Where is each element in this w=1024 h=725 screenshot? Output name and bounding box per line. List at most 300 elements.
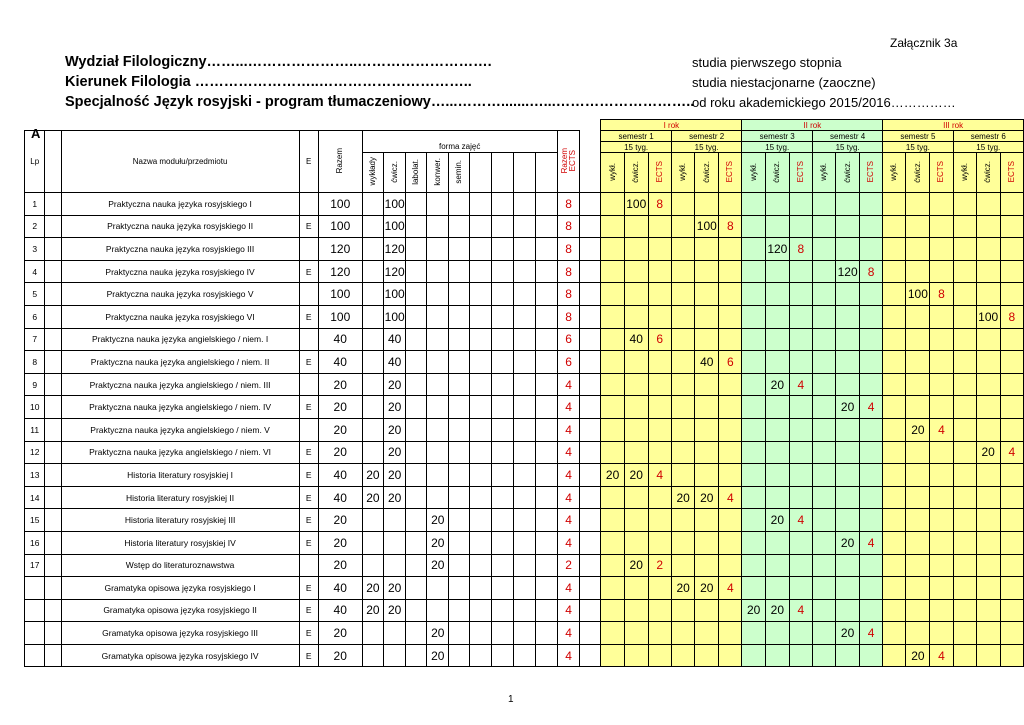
- row-semester-5-cwicz: [906, 396, 930, 419]
- row-semester-5-wykl: [883, 464, 906, 487]
- row-form-hours: [427, 577, 449, 600]
- row-ects-total: 4: [557, 599, 580, 622]
- academic-year: od roku akademickiego 2015/2016……………: [692, 95, 956, 110]
- row-semester-5-ects: [930, 509, 953, 532]
- row-semester-4-ects: 8: [860, 260, 883, 283]
- semester-1-col-wykl: wykł.: [601, 153, 624, 193]
- semester-1-header: semestr 1: [601, 131, 672, 142]
- row-semester-5-cwicz: [906, 193, 930, 216]
- row-empty-cell: [580, 486, 601, 509]
- row-semester-4-wykl: [812, 531, 835, 554]
- row-spacer: [45, 418, 61, 441]
- row-lp: 7: [25, 328, 45, 351]
- row-exam: E: [299, 464, 318, 487]
- semester-3-col-cwicz: ćwicz.: [765, 153, 789, 193]
- row-form-hours: [362, 260, 384, 283]
- row-semester-2-ects: [719, 396, 742, 419]
- row-ects-total: 4: [557, 577, 580, 600]
- row-empty-cell: [492, 622, 514, 645]
- row-course-name: Praktyczna nauka języka rosyjskiego V: [61, 283, 299, 306]
- row-semester-4-ects: [860, 373, 883, 396]
- row-total-hours: 40: [318, 351, 362, 374]
- row-form-hours: [384, 531, 406, 554]
- row-semester-5-cwicz: [906, 486, 930, 509]
- row-empty-cell: [492, 441, 514, 464]
- row-form-hours: 20: [384, 464, 406, 487]
- row-form-hours: [427, 238, 449, 261]
- row-semester-3-ects: 8: [789, 238, 812, 261]
- row-semester-1-wykl: [601, 396, 624, 419]
- row-exam: E: [299, 305, 318, 328]
- row-form-hours: [449, 351, 470, 374]
- row-total-hours: 20: [318, 441, 362, 464]
- row-lp: 13: [25, 464, 45, 487]
- row-form-hours: [406, 260, 427, 283]
- row-ects-total: 8: [557, 260, 580, 283]
- row-lp: [25, 622, 45, 645]
- row-ects-total: 8: [557, 305, 580, 328]
- row-semester-3-cwicz: [765, 418, 789, 441]
- row-semester-6-cwicz: [976, 599, 1000, 622]
- row-semester-6-wykl: [953, 328, 976, 351]
- row-semester-3-wykl: [742, 260, 765, 283]
- semester-5-header: semestr 5: [883, 131, 953, 142]
- row-empty-cell: [535, 599, 557, 622]
- row-semester-5-wykl: [883, 486, 906, 509]
- row-form-hours: [427, 464, 449, 487]
- row-semester-1-ects: [648, 577, 671, 600]
- row-semester-6-cwicz: [976, 396, 1000, 419]
- row-semester-1-wykl: [601, 373, 624, 396]
- row-semester-2-ects: [719, 622, 742, 645]
- row-semester-6-cwicz: [976, 351, 1000, 374]
- row-semester-5-cwicz: [906, 441, 930, 464]
- row-empty-cell: [535, 373, 557, 396]
- row-semester-1-ects: 6: [648, 328, 671, 351]
- row-empty-cell: [492, 599, 514, 622]
- row-semester-1-wykl: [601, 351, 624, 374]
- row-exam: E: [299, 396, 318, 419]
- row-semester-5-wykl: [883, 238, 906, 261]
- row-exam: [299, 238, 318, 261]
- row-empty-cell: [470, 373, 492, 396]
- row-semester-2-wykl: [671, 441, 694, 464]
- row-semester-4-wykl: [812, 418, 835, 441]
- row-course-name: Praktyczna nauka języka rosyjskiego I: [61, 193, 299, 216]
- row-semester-5-ects: 8: [930, 283, 953, 306]
- row-lp: 8: [25, 351, 45, 374]
- row-lp: 2: [25, 215, 45, 238]
- row-empty-cell: [470, 283, 492, 306]
- row-semester-5-ects: [930, 531, 953, 554]
- row-empty-cell: [535, 328, 557, 351]
- row-semester-3-ects: 4: [789, 373, 812, 396]
- row-empty-cell: [492, 215, 514, 238]
- row-form-hours: 20: [427, 509, 449, 532]
- row-semester-3-cwicz: [765, 351, 789, 374]
- row-empty-cell: [492, 531, 514, 554]
- row-empty-cell: [514, 260, 536, 283]
- row-total-hours: 100: [318, 193, 362, 216]
- form-cwicz-header: ćwicz.: [384, 153, 406, 193]
- row-form-hours: [427, 351, 449, 374]
- row-semester-2-cwicz: [695, 622, 719, 645]
- row-semester-2-cwicz: [695, 599, 719, 622]
- row-empty-cell: [535, 554, 557, 577]
- row-lp: 17: [25, 554, 45, 577]
- row-empty-cell: [535, 238, 557, 261]
- row-lp: 14: [25, 486, 45, 509]
- row-semester-1-wykl: [601, 577, 624, 600]
- row-semester-3-wykl: [742, 577, 765, 600]
- row-exam: E: [299, 441, 318, 464]
- row-semester-5-wykl: [883, 509, 906, 532]
- row-empty-cell: [514, 441, 536, 464]
- row-form-hours: 20: [362, 486, 384, 509]
- row-semester-6-ects: 8: [1000, 305, 1023, 328]
- row-ects-total: 8: [557, 283, 580, 306]
- row-form-hours: 40: [384, 328, 406, 351]
- row-form-hours: [427, 441, 449, 464]
- semester-6-col-wykl: wykł.: [953, 153, 976, 193]
- row-semester-1-cwicz: [624, 238, 648, 261]
- row-semester-1-ects: [648, 486, 671, 509]
- row-spacer: [45, 305, 61, 328]
- row-semester-5-cwicz: [906, 351, 930, 374]
- row-semester-2-wykl: [671, 622, 694, 645]
- row-empty-cell: [535, 418, 557, 441]
- row-semester-4-cwicz: [836, 328, 860, 351]
- row-semester-1-wykl: 20: [601, 464, 624, 487]
- row-form-hours: 120: [384, 260, 406, 283]
- row-ects-total: 4: [557, 441, 580, 464]
- row-total-hours: 40: [318, 599, 362, 622]
- row-semester-3-ects: [789, 328, 812, 351]
- row-form-hours: [449, 260, 470, 283]
- row-semester-5-ects: [930, 373, 953, 396]
- row-exam: E: [299, 509, 318, 532]
- row-semester-2-ects: [719, 554, 742, 577]
- row-lp: [25, 577, 45, 600]
- row-form-hours: [406, 305, 427, 328]
- row-semester-6-wykl: [953, 396, 976, 419]
- row-empty-cell: [492, 644, 514, 667]
- row-total-hours: 20: [318, 418, 362, 441]
- row-form-hours: [449, 305, 470, 328]
- row-semester-2-ects: [719, 441, 742, 464]
- row-form-hours: [406, 531, 427, 554]
- row-form-hours: 120: [384, 238, 406, 261]
- row-semester-4-wykl: [812, 260, 835, 283]
- table-row: [25, 531, 1024, 554]
- row-semester-1-wykl: [601, 622, 624, 645]
- row-semester-4-ects: [860, 305, 883, 328]
- row-semester-3-wykl: [742, 238, 765, 261]
- row-semester-6-wykl: [953, 531, 976, 554]
- row-semester-5-wykl: [883, 418, 906, 441]
- row-semester-2-ects: [719, 509, 742, 532]
- row-semester-4-cwicz: [836, 215, 860, 238]
- row-empty-cell: [580, 464, 601, 487]
- table-row: [25, 418, 1024, 441]
- row-empty-cell: [535, 441, 557, 464]
- row-semester-6-wykl: [953, 577, 976, 600]
- row-semester-5-wykl: [883, 351, 906, 374]
- row-total-hours: 20: [318, 396, 362, 419]
- row-form-hours: 100: [384, 193, 406, 216]
- row-semester-5-ects: [930, 441, 953, 464]
- row-semester-4-wykl: [812, 577, 835, 600]
- table-row: [25, 260, 1024, 283]
- row-semester-1-ects: [648, 260, 671, 283]
- row-semester-5-ects: [930, 215, 953, 238]
- row-semester-4-ects: [860, 418, 883, 441]
- row-form-hours: [427, 418, 449, 441]
- row-semester-5-ects: [930, 554, 953, 577]
- row-semester-1-cwicz: [624, 396, 648, 419]
- row-semester-5-wykl: [883, 305, 906, 328]
- row-semester-6-ects: [1000, 396, 1023, 419]
- table-row: [25, 396, 1024, 419]
- row-semester-2-ects: [719, 283, 742, 306]
- row-semester-4-wykl: [812, 599, 835, 622]
- row-semester-3-cwicz: [765, 531, 789, 554]
- row-semester-2-cwicz: 40: [695, 351, 719, 374]
- row-semester-3-wykl: [742, 622, 765, 645]
- row-empty-cell: [580, 441, 601, 464]
- row-spacer: [45, 396, 61, 419]
- row-semester-6-ects: [1000, 644, 1023, 667]
- row-form-hours: [406, 396, 427, 419]
- row-semester-6-wykl: [953, 260, 976, 283]
- row-semester-6-wykl: [953, 464, 976, 487]
- row-semester-4-cwicz: 120: [836, 260, 860, 283]
- row-form-hours: [406, 328, 427, 351]
- row-semester-3-ects: [789, 396, 812, 419]
- row-semester-2-ects: [719, 260, 742, 283]
- row-form-hours: [427, 328, 449, 351]
- row-empty-cell: [492, 396, 514, 419]
- row-semester-1-wykl: [601, 238, 624, 261]
- row-semester-6-wykl: [953, 418, 976, 441]
- row-semester-6-cwicz: [976, 622, 1000, 645]
- razem-ects-header: Razem ECTS: [557, 131, 580, 193]
- row-semester-1-ects: [648, 622, 671, 645]
- row-ects-total: 6: [557, 328, 580, 351]
- row-ects-total: 4: [557, 644, 580, 667]
- row-form-hours: 20: [384, 396, 406, 419]
- row-semester-6-ects: [1000, 373, 1023, 396]
- semester-4-header: semestr 4: [812, 131, 882, 142]
- row-form-hours: [362, 441, 384, 464]
- row-empty-cell: [492, 328, 514, 351]
- row-exam: E: [299, 260, 318, 283]
- row-semester-3-ects: [789, 193, 812, 216]
- row-lp: 16: [25, 531, 45, 554]
- row-semester-1-cwicz: [624, 622, 648, 645]
- row-semester-2-cwicz: [695, 396, 719, 419]
- row-semester-3-cwicz: 20: [765, 373, 789, 396]
- row-semester-3-cwicz: [765, 622, 789, 645]
- row-empty-cell: [580, 599, 601, 622]
- row-form-hours: 20: [427, 554, 449, 577]
- row-semester-5-ects: [930, 577, 953, 600]
- row-total-hours: 40: [318, 328, 362, 351]
- row-spacer: [45, 260, 61, 283]
- row-exam: [299, 328, 318, 351]
- row-semester-6-wykl: [953, 373, 976, 396]
- row-spacer: [45, 577, 61, 600]
- row-semester-5-ects: 4: [930, 418, 953, 441]
- row-total-hours: 40: [318, 486, 362, 509]
- semester-5-col-ects: ECTS: [930, 153, 953, 193]
- row-semester-2-cwicz: [695, 283, 719, 306]
- row-empty-cell: [470, 486, 492, 509]
- row-semester-2-wykl: [671, 464, 694, 487]
- row-semester-1-wykl: [601, 260, 624, 283]
- row-lp: [25, 644, 45, 667]
- row-semester-2-cwicz: [695, 509, 719, 532]
- row-empty-cell: [470, 554, 492, 577]
- row-empty-cell: [580, 531, 601, 554]
- row-semester-6-cwicz: [976, 418, 1000, 441]
- row-semester-1-cwicz: [624, 215, 648, 238]
- row-semester-1-wykl: [601, 418, 624, 441]
- row-semester-6-cwicz: [976, 328, 1000, 351]
- row-form-hours: [362, 238, 384, 261]
- row-semester-2-wykl: [671, 193, 694, 216]
- row-semester-5-ects: 4: [930, 644, 953, 667]
- row-ects-total: 4: [557, 531, 580, 554]
- row-ects-total: 2: [557, 554, 580, 577]
- row-exam: E: [299, 599, 318, 622]
- row-course-name: Wstęp do literaturoznawstwa: [61, 554, 299, 577]
- row-semester-4-cwicz: [836, 418, 860, 441]
- row-form-hours: [406, 599, 427, 622]
- row-semester-2-cwicz: [695, 554, 719, 577]
- row-exam: [299, 373, 318, 396]
- row-empty-cell: [514, 464, 536, 487]
- row-semester-4-cwicz: [836, 644, 860, 667]
- row-semester-3-wykl: [742, 351, 765, 374]
- row-form-hours: [362, 305, 384, 328]
- row-lp: 4: [25, 260, 45, 283]
- row-semester-6-ects: [1000, 328, 1023, 351]
- row-semester-6-wykl: [953, 351, 976, 374]
- row-semester-4-wykl: [812, 644, 835, 667]
- row-form-hours: [427, 305, 449, 328]
- row-semester-6-cwicz: [976, 554, 1000, 577]
- semester-6-col-cwicz: ćwicz.: [976, 153, 1000, 193]
- row-total-hours: 100: [318, 305, 362, 328]
- row-semester-2-cwicz: [695, 305, 719, 328]
- row-semester-4-cwicz: [836, 464, 860, 487]
- row-empty-cell: [514, 486, 536, 509]
- row-empty-cell: [514, 644, 536, 667]
- row-course-name: Praktyczna nauka języka rosyjskiego II: [61, 215, 299, 238]
- row-empty-cell: [580, 373, 601, 396]
- row-empty-cell: [492, 418, 514, 441]
- row-form-hours: 20: [384, 418, 406, 441]
- row-lp: 11: [25, 418, 45, 441]
- row-semester-5-wykl: [883, 373, 906, 396]
- row-semester-1-wykl: [601, 215, 624, 238]
- row-spacer: [45, 328, 61, 351]
- row-empty-cell: [535, 644, 557, 667]
- row-semester-6-wykl: [953, 509, 976, 532]
- row-semester-2-ects: [719, 599, 742, 622]
- row-form-hours: [449, 554, 470, 577]
- row-empty-cell: [492, 464, 514, 487]
- row-semester-2-ects: [719, 328, 742, 351]
- row-semester-6-ects: [1000, 238, 1023, 261]
- row-form-hours: [362, 351, 384, 374]
- semester-1-col-cwicz: ćwicz.: [624, 153, 648, 193]
- row-empty-cell: [470, 644, 492, 667]
- row-empty-cell: [535, 260, 557, 283]
- form-wyklady-header: wykłady: [362, 153, 384, 193]
- row-semester-3-cwicz: [765, 396, 789, 419]
- row-total-hours: 20: [318, 622, 362, 645]
- row-empty-cell: [514, 509, 536, 532]
- row-semester-4-ects: [860, 328, 883, 351]
- row-semester-2-ects: [719, 644, 742, 667]
- row-form-hours: [406, 644, 427, 667]
- row-semester-2-wykl: [671, 351, 694, 374]
- row-semester-3-wykl: [742, 509, 765, 532]
- row-semester-3-ects: [789, 260, 812, 283]
- row-exam: E: [299, 531, 318, 554]
- row-semester-1-ects: 4: [648, 464, 671, 487]
- row-empty-cell: [470, 509, 492, 532]
- row-semester-6-cwicz: [976, 531, 1000, 554]
- row-semester-3-ects: [789, 554, 812, 577]
- row-semester-3-ects: [789, 622, 812, 645]
- row-semester-4-cwicz: 20: [836, 531, 860, 554]
- row-semester-3-cwicz: [765, 328, 789, 351]
- semester-4-col-ects: ECTS: [860, 153, 883, 193]
- row-empty-cell: [492, 577, 514, 600]
- row-form-hours: 20: [384, 486, 406, 509]
- row-semester-2-wykl: [671, 305, 694, 328]
- row-form-hours: [449, 486, 470, 509]
- semester-3-weeks: 15 tyg.: [742, 142, 813, 153]
- row-semester-6-wykl: [953, 193, 976, 216]
- name-header: Nazwa modułu/przedmiotu: [61, 131, 299, 193]
- row-semester-6-wykl: [953, 441, 976, 464]
- row-semester-4-ects: [860, 441, 883, 464]
- row-course-name: Historia literatury rosyjskiej I: [61, 464, 299, 487]
- row-semester-6-wykl: [953, 238, 976, 261]
- row-empty-cell: [514, 373, 536, 396]
- row-total-hours: 20: [318, 373, 362, 396]
- table-row: [25, 193, 1024, 216]
- row-semester-3-wykl: [742, 396, 765, 419]
- row-semester-3-wykl: [742, 531, 765, 554]
- row-empty-cell: [580, 418, 601, 441]
- row-empty-cell: [535, 577, 557, 600]
- row-semester-2-cwicz: [695, 441, 719, 464]
- row-semester-2-ects: [719, 418, 742, 441]
- row-semester-4-cwicz: [836, 554, 860, 577]
- row-semester-5-cwicz: 100: [906, 283, 930, 306]
- row-total-hours: 20: [318, 509, 362, 532]
- row-form-hours: [406, 554, 427, 577]
- row-form-hours: 20: [427, 644, 449, 667]
- row-semester-4-cwicz: [836, 283, 860, 306]
- row-semester-2-cwicz: [695, 531, 719, 554]
- row-semester-2-wykl: [671, 373, 694, 396]
